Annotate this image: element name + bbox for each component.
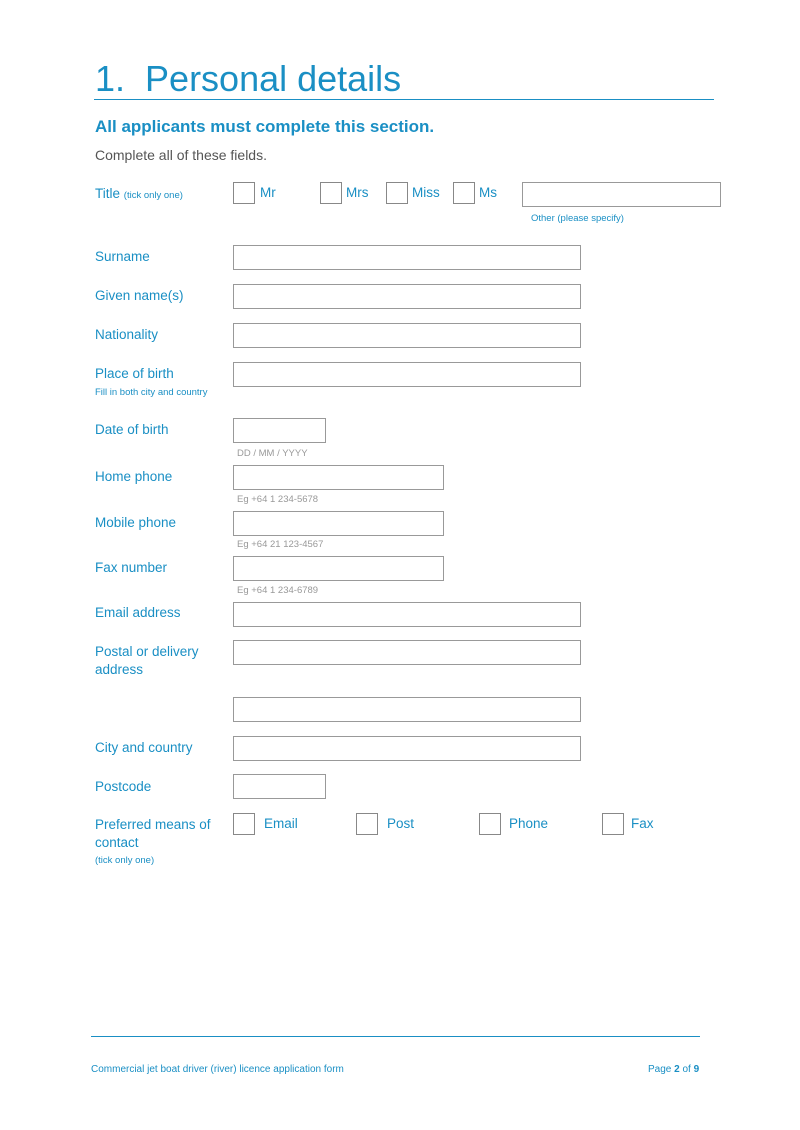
surname-label: Surname: [95, 249, 150, 264]
fax-number-input[interactable]: [233, 556, 444, 581]
given-names-input[interactable]: [233, 284, 581, 309]
footer-divider: [91, 1036, 700, 1037]
given-names-label: Given name(s): [95, 288, 184, 303]
contact-fax-checkbox[interactable]: [602, 813, 624, 835]
footer-page-current: 2: [674, 1064, 680, 1075]
city-country-label: City and country: [95, 740, 193, 755]
title-miss-checkbox[interactable]: [386, 182, 408, 204]
contact-phone-label: Phone: [509, 816, 549, 831]
footer-form-name: Commercial jet boat driver (river) licence application form: [91, 1064, 344, 1075]
title-note: (tick only one): [123, 190, 183, 201]
footer-page-word: Page: [648, 1064, 672, 1075]
title-miss-label: Miss: [412, 185, 440, 200]
footer-page-number: [648, 1064, 699, 1075]
section-number: 1.: [95, 58, 126, 99]
place-of-birth-note: Fill in both city and country: [95, 387, 208, 398]
title-label-text: Title: [95, 186, 121, 201]
section-subtitle: All applicants must complete this section.: [95, 117, 435, 136]
mobile-phone-hint: Eg +64 21 123-4567: [237, 539, 324, 550]
title-divider: [94, 99, 714, 100]
email-address-input[interactable]: [233, 602, 581, 627]
section-instruction: Complete all of these fields.: [95, 147, 267, 163]
postal-address-input-line2[interactable]: [233, 697, 581, 722]
footer-page-of: of: [682, 1064, 691, 1075]
title-mr-checkbox[interactable]: [233, 182, 255, 204]
fax-number-hint: Eg +64 1 234-6789: [237, 585, 319, 596]
postal-address-label-line1: Postal or delivery: [95, 644, 199, 659]
city-country-input[interactable]: [233, 736, 581, 761]
postal-address-input-line1[interactable]: [233, 640, 581, 665]
contact-post-checkbox[interactable]: [356, 813, 378, 835]
contact-fax-label: Fax: [631, 816, 654, 831]
contact-label-line1: Preferred means of: [95, 817, 211, 832]
title-mrs-checkbox[interactable]: [320, 182, 342, 204]
title-ms-checkbox[interactable]: [453, 182, 475, 204]
nationality-input[interactable]: [233, 323, 581, 348]
mobile-phone-input[interactable]: [233, 511, 444, 536]
title-label: [95, 185, 183, 205]
postcode-input[interactable]: [233, 774, 326, 799]
home-phone-hint: Eg +64 1 234-5678: [237, 494, 319, 505]
title-mrs-label: Mrs: [346, 185, 369, 200]
home-phone-label: Home phone: [95, 469, 173, 484]
section-title: Personal details: [145, 58, 402, 99]
title-mr-label: Mr: [260, 185, 276, 200]
contact-note: (tick only one): [95, 855, 155, 866]
mobile-phone-label: Mobile phone: [95, 515, 177, 530]
contact-phone-checkbox[interactable]: [479, 813, 501, 835]
date-of-birth-input[interactable]: [233, 418, 326, 443]
postal-address-label-line2: address: [95, 662, 144, 677]
surname-input[interactable]: [233, 245, 581, 270]
contact-email-label: Email: [264, 816, 298, 831]
contact-label-line2: contact: [95, 835, 139, 850]
place-of-birth-label: Place of birth: [95, 366, 174, 381]
email-address-label: Email address: [95, 605, 181, 620]
date-of-birth-hint: DD / MM / YYYY: [237, 448, 308, 459]
home-phone-input[interactable]: [233, 465, 444, 490]
contact-post-label: Post: [387, 816, 415, 831]
page-title: [95, 58, 401, 100]
nationality-label: Nationality: [95, 327, 159, 342]
date-of-birth-label: Date of birth: [95, 422, 169, 437]
contact-email-checkbox[interactable]: [233, 813, 255, 835]
postcode-label: Postcode: [95, 779, 152, 794]
footer-page-total: 9: [693, 1064, 700, 1075]
title-other-input[interactable]: [522, 182, 721, 207]
fax-number-label: Fax number: [95, 560, 168, 575]
place-of-birth-input[interactable]: [233, 362, 581, 387]
title-other-caption: Other (please specify): [531, 213, 624, 224]
title-ms-label: Ms: [479, 185, 497, 200]
